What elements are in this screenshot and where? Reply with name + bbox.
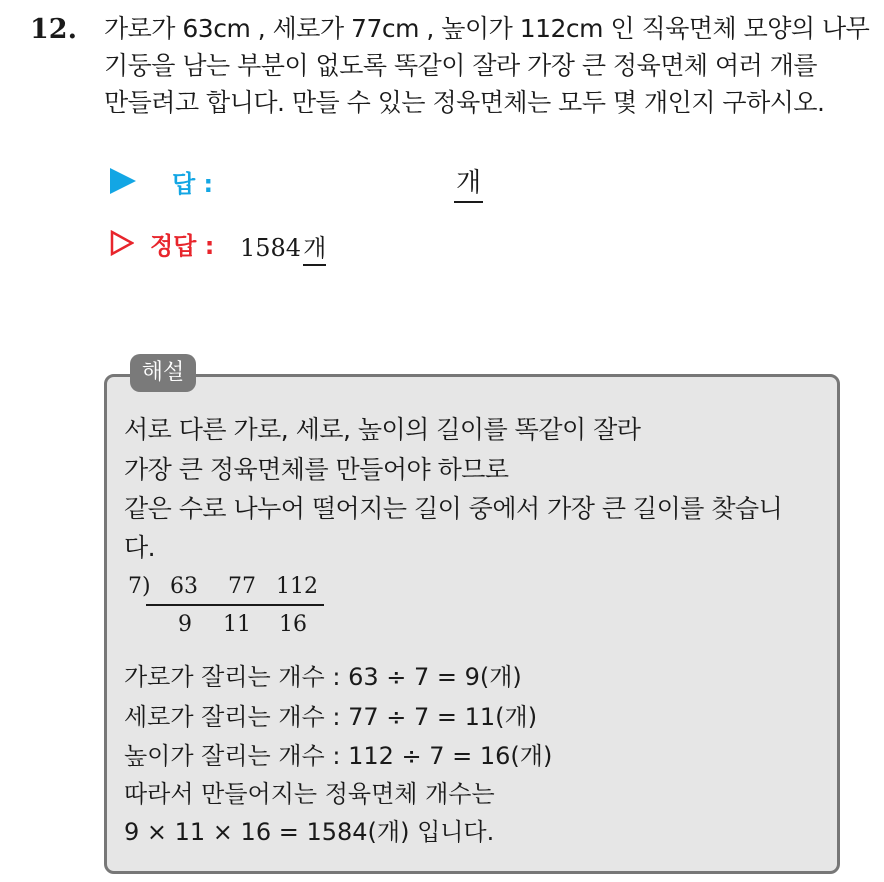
division-quotient: 16 xyxy=(279,612,307,637)
answer-row xyxy=(110,160,610,200)
explanation-line: 가장 큰 정육면체를 만들어야 하므로 xyxy=(124,455,509,484)
question-line: 만들려고 합니다. 만들 수 있는 정육면체는 모두 몇 개인지 구하시오. xyxy=(104,88,825,117)
correct-answer-number: 1584 xyxy=(240,234,302,262)
division-dividend: 77 xyxy=(228,574,256,599)
outline-triangle-icon xyxy=(110,230,134,256)
division-dividend: 112 xyxy=(276,574,318,599)
calc-line: 높이가 잘리는 개수 : 112 ÷ 7 = 16(개) xyxy=(124,742,553,770)
question-line: 기둥을 남는 부분이 없도록 똑같이 잘라 가장 큰 정육면체 여러 개를 xyxy=(104,51,818,80)
calc-line: 세로가 잘리는 개수 : 77 ÷ 7 = 11(개) xyxy=(124,703,538,731)
division-quotient: 11 xyxy=(223,612,251,637)
calc-line: 가로가 잘리는 개수 : 63 ÷ 7 = 9(개) xyxy=(124,663,522,691)
division-rule xyxy=(146,604,324,606)
division-ladder xyxy=(126,572,346,642)
explanation-line: 다. xyxy=(124,533,156,562)
question-text xyxy=(104,10,874,121)
answer-label: 답 : xyxy=(172,170,214,198)
correct-answer-value xyxy=(240,228,326,263)
explanation-line: 서로 다른 가로, 세로, 높이의 길이를 똑같이 잘라 xyxy=(124,415,641,444)
question-line: 가로가 63cm , 세로가 77cm , 높이가 112cm 인 직육면체 모양의 나무 xyxy=(104,14,870,43)
correct-answer-unit: 개 xyxy=(303,234,326,266)
answer-unit: 개 xyxy=(454,162,483,203)
division-quotient: 9 xyxy=(178,612,192,637)
calc-line: 9 × 11 × 16 = 1584(개) 입니다. xyxy=(124,818,495,846)
explanation-tab: 해설 xyxy=(130,354,196,392)
correct-answer-label: 정답 : xyxy=(150,232,215,260)
division-dividend: 63 xyxy=(170,574,198,599)
problem-number: 12. xyxy=(30,14,77,45)
calc-line: 따라서 만들어지는 정육면체 개수는 xyxy=(124,780,495,808)
play-triangle-icon xyxy=(110,168,136,194)
correct-answer-row xyxy=(110,222,610,266)
explanation-line: 같은 수로 나누어 떨어지는 길이 중에서 가장 큰 길이를 찾습니 xyxy=(124,494,783,523)
division-divisor: 7) xyxy=(128,574,151,599)
